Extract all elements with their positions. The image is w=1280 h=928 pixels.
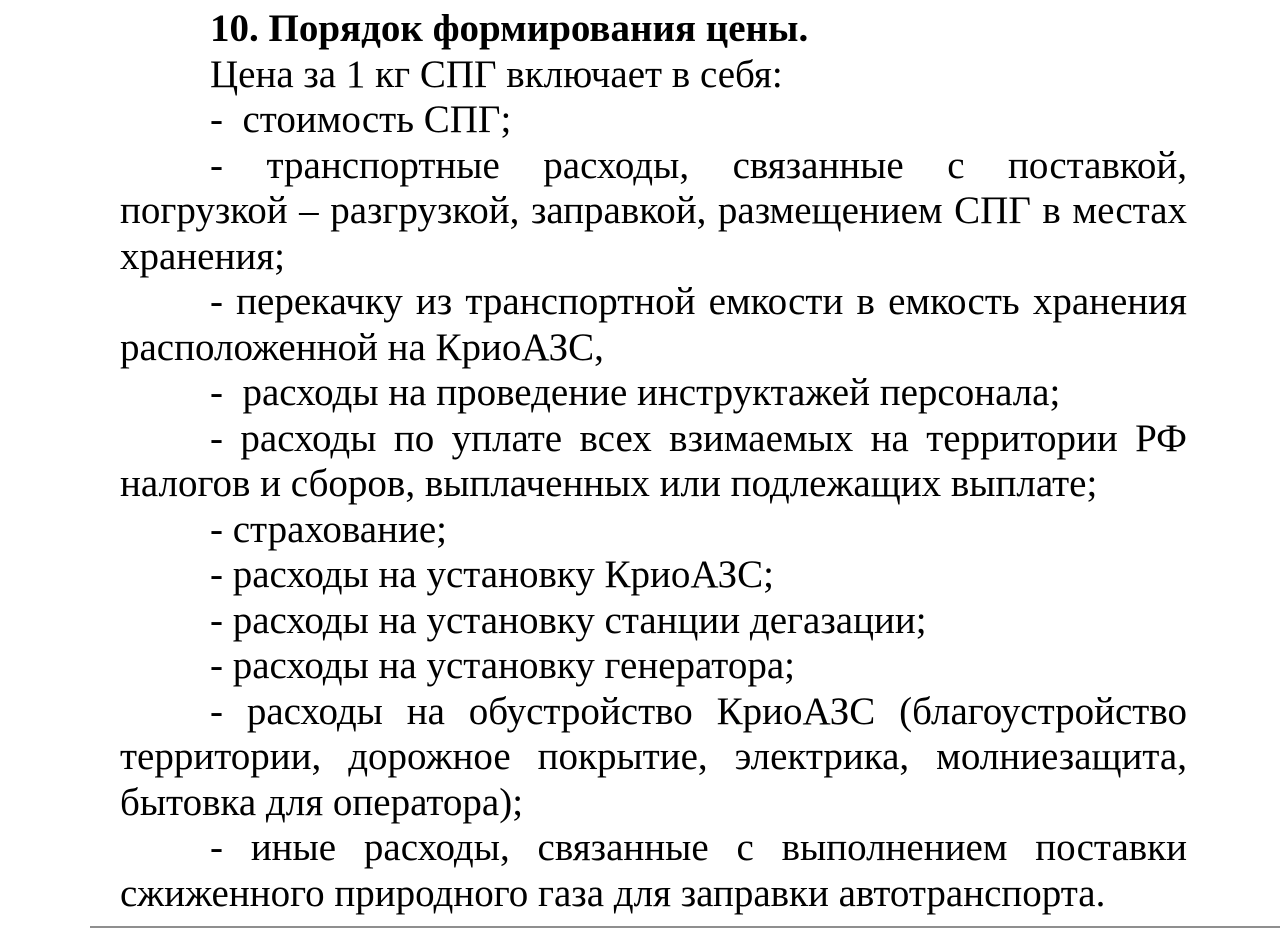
document-text-block [120,6,1187,916]
section-heading: 10. Порядок формирования цены. [210,7,809,50]
list-item-personnel-training: - расходы на проведение инструктажей персонала; [210,371,1061,414]
list-item-other-costs: - иные расходы, связанные с выполнением поставки сжиженного природного газа для заправки автотранспорта. [120,826,1187,915]
list-item-taxes: - расходы по уплате всех взимаемых на территории РФ налогов и сборов, выплаченных или подлежащих выплате; [120,416,1187,505]
list-item-transport-costs: - транспортные расходы, связанные с поставкой, погрузкой – разгрузкой, заправкой, размещением СПГ в местах хранения; [120,143,1187,278]
list-item-insurance: - страхование; [210,507,447,551]
list-item-lng-cost: - стоимость СПГ; [210,98,512,141]
list-item-cryoazs-install: - расходы на установку КриоАЗС; [210,553,774,596]
list-item-pumping: - перекачку из транспортной емкости в емкость хранения расположенной на КриоАЗС, [120,280,1187,369]
list-item-generator-install: - расходы на установку генератора; [210,644,795,687]
list-item-degassing-station: - расходы на установку станции дегазации; [210,598,927,642]
list-item-site-improvement: - расходы на обустройство КриоАЗС (благоустройство территории, дорожное покрытие, электрика, молниезащита, бытовка для оператора); [120,689,1187,824]
intro-paragraph: Цена за 1 кг СПГ включает в себя: [210,52,783,96]
